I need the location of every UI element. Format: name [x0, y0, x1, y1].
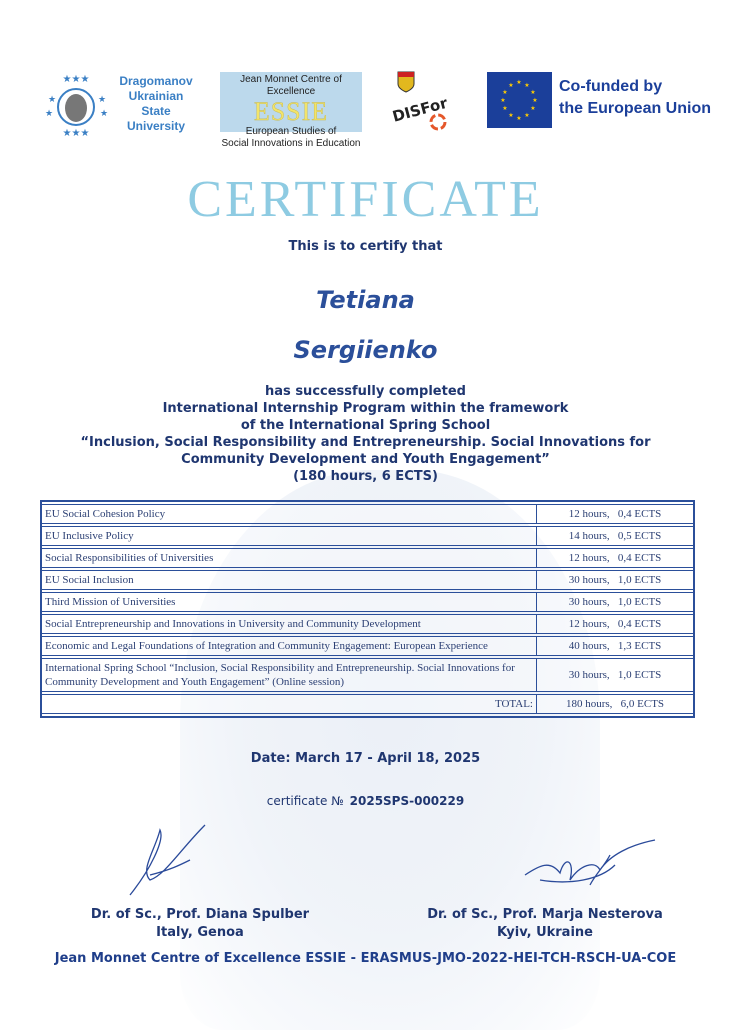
statement-line: (180 hours, 6 ECTS): [293, 469, 438, 484]
svg-text:★: ★: [524, 112, 530, 119]
completion-statement: [0, 383, 731, 485]
course-name: EU Social Cohesion Policy: [42, 504, 536, 524]
course-name: Social Entrepreneurship and Innovations in University and Community Development: [42, 614, 536, 634]
logo-text: State: [141, 104, 171, 118]
svg-text:★: ★: [508, 82, 514, 89]
course-row: [42, 614, 693, 634]
course-hours: 40 hours, 1,3 ECTS: [536, 636, 693, 656]
course-hours: 14 hours, 0,5 ECTS: [536, 526, 693, 546]
svg-text:★: ★: [524, 82, 530, 89]
course-row: [42, 526, 693, 546]
course-row: [42, 658, 693, 692]
course-name: Social Responsibilities of Universities: [42, 548, 536, 568]
logo-text: Social Innovations in Education: [221, 138, 361, 149]
signatory-name: Dr. of Sc., Prof. Diana Spulber: [90, 907, 310, 922]
svg-text:★★★: ★★★: [62, 74, 90, 85]
total-value: 180 hours, 6,0 ECTS: [536, 694, 693, 714]
course-hours: 30 hours, 1,0 ECTS: [536, 592, 693, 612]
certificate-title: CERTIFICATE: [187, 171, 544, 228]
logo-text: ESSIE: [253, 97, 329, 126]
statement-line: of the International Spring School: [240, 418, 491, 433]
course-name: Third Mission of Universities: [42, 592, 536, 612]
svg-text:★: ★: [500, 97, 506, 104]
svg-text:★: ★: [502, 105, 508, 112]
svg-text:★: ★: [532, 97, 538, 104]
course-hours: 12 hours, 0,4 ECTS: [536, 548, 693, 568]
total-label: TOTAL:: [42, 694, 536, 714]
svg-text:★: ★: [48, 95, 57, 105]
svg-text:★: ★: [516, 115, 522, 122]
recipient-last-name: Sergiienko: [293, 336, 438, 364]
svg-text:★★★: ★★★: [62, 128, 90, 138]
svg-text:★: ★: [530, 105, 536, 112]
course-row: [42, 504, 693, 524]
recipient-first-name: Tetiana: [316, 286, 415, 314]
signatory-name: Dr. of Sc., Prof. Marja Nesterova: [427, 907, 663, 922]
disfor-logo: [388, 70, 458, 132]
statement-line: International Internship Program within the framework: [162, 401, 569, 416]
logo-text: Co-funded by: [559, 78, 663, 95]
svg-text:★: ★: [45, 109, 54, 119]
logo-text: Jean Monnet Centre of Excellence: [240, 74, 342, 97]
certificate-number-value: 2025SPS-000229: [349, 794, 465, 808]
course-name: EU Inclusive Policy: [42, 526, 536, 546]
svg-text:★: ★: [516, 79, 522, 86]
course-name: International Spring School “Inclusion, Social Responsibility and Entrepreneurship. Social Innovations for Community Development and Youth Engagement” (Online session): [42, 658, 536, 692]
logo-text: European Studies of: [245, 126, 337, 137]
svg-text:★: ★: [508, 112, 514, 119]
statement-line: Community Development and Youth Engagement”: [181, 452, 550, 467]
course-name: Economic and Legal Foundations of Integration and Community Engagement: European Experience: [42, 636, 536, 656]
statement-line: “Inclusion, Social Responsibility and Entrepreneurship. Social Innovations for: [80, 435, 651, 450]
course-hours: 30 hours, 1,0 ECTS: [536, 570, 693, 590]
total-row: [42, 694, 693, 714]
course-row: [42, 592, 693, 612]
footer-project-code: Jean Monnet Centre of Excellence ESSIE - ERASMUS-JMO-2022-HEI-TCH-RSCH-UA-COE: [54, 951, 677, 966]
dragomanov-university-name: [112, 74, 200, 134]
courses-table: [40, 500, 695, 718]
course-row: [42, 636, 693, 656]
program-date: Date: March 17 - April 18, 2025: [250, 751, 481, 766]
eu-flag-icon: [487, 72, 552, 128]
svg-text:★: ★: [100, 109, 109, 119]
certificate-number: [0, 792, 731, 810]
course-row: [42, 548, 693, 568]
logo-text: Ukrainian: [128, 89, 184, 103]
signatory-place: Kyiv, Ukraine: [497, 925, 593, 940]
signature-spulber: [120, 820, 220, 900]
course-hours: 30 hours, 1,0 ECTS: [536, 658, 693, 692]
course-name: EU Social Inclusion: [42, 570, 536, 590]
svg-text:★: ★: [98, 95, 107, 105]
course-row: [42, 570, 693, 590]
signatory-spulber: [70, 906, 330, 942]
dragomanov-university-logo: [42, 72, 110, 138]
logo-text: University: [126, 119, 186, 133]
logo-text: Dragomanov: [119, 74, 193, 88]
course-hours: 12 hours, 0,4 ECTS: [536, 504, 693, 524]
svg-text:★: ★: [530, 89, 536, 96]
statement-line: has successfully completed: [265, 384, 466, 399]
essie-logo: [220, 72, 362, 149]
eu-cofunded-text: [559, 76, 711, 120]
signatory-nesterova: [400, 906, 690, 942]
certify-text: This is to certify that: [288, 239, 443, 254]
signatory-place: Italy, Genoa: [156, 925, 244, 940]
certificate-number-label: certificate №: [266, 794, 344, 808]
signature-nesterova: [520, 835, 660, 895]
logo-bar: [0, 68, 731, 149]
svg-text:DISFor: DISFor: [390, 93, 450, 126]
svg-text:★: ★: [502, 89, 508, 96]
course-hours: 12 hours, 0,4 ECTS: [536, 614, 693, 634]
logo-text: the European Union: [559, 100, 711, 117]
